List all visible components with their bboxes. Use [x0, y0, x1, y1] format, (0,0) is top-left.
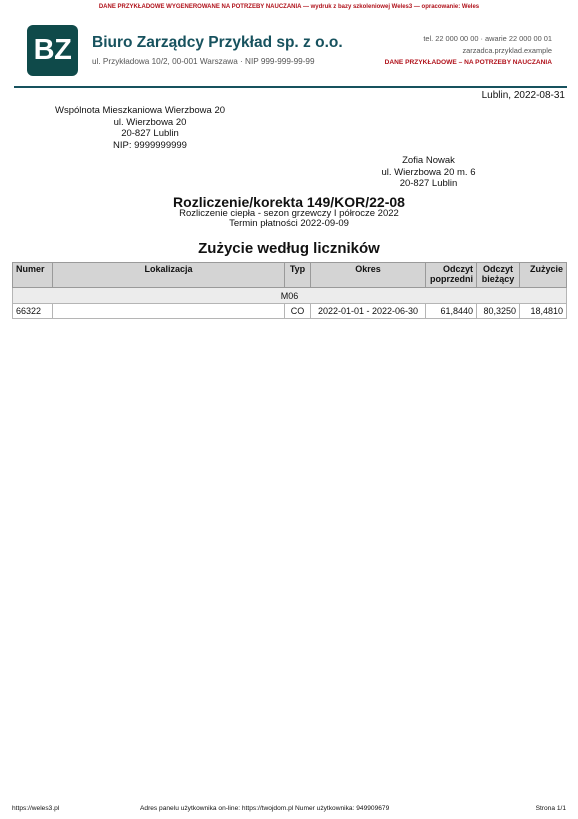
cell-odczyt-poprzedni: 61,8440: [426, 304, 477, 319]
cell-zuzycie: 18,4810: [520, 304, 567, 319]
contact-sample-notice: DANE PRZYKŁADOWE – NA POTRZEBY NAUCZANIA: [384, 59, 552, 66]
company-logo: BZ: [27, 25, 78, 76]
document-title: Rozliczenie/korekta 149/KOR/22-08: [173, 194, 405, 210]
company-name: Biuro Zarządcy Przykład sp. z o.o.: [92, 34, 343, 51]
table-header-row: [13, 263, 567, 288]
column-header-lokalizacja: Lokalizacja: [53, 263, 285, 288]
recipient-name: Zofia Nowak: [402, 155, 455, 166]
cell-typ: CO: [285, 304, 311, 319]
company-address: ul. Przykładowa 10/2, 00-001 Warszawa · NIP 999-999-99-99: [92, 57, 315, 66]
footer-user-panel-info: Adres panelu użytkownika on-line: https://twojdom.pl Numer użytkownika: 949909679: [140, 805, 390, 812]
footer-page-number: Strona 1/1: [535, 805, 566, 812]
column-header-zuzycie: Zużycie: [520, 263, 567, 288]
column-header-odczyt-poprzedni: Odczyt poprzedni: [426, 263, 477, 288]
contact-website: zarzadca.przyklad.example: [462, 46, 552, 55]
sender-nip: NIP: 9999999999: [113, 139, 187, 151]
sender-street: ul. Wierzbowa 20: [113, 116, 187, 128]
cell-odczyt-biezacy: 80,3250: [477, 304, 520, 319]
footer-website-link[interactable]: https://weles3.pl: [12, 805, 60, 812]
table-row: [13, 304, 567, 319]
sender-city: 20-827 Lublin: [121, 128, 179, 139]
group-label: M06: [13, 288, 567, 304]
column-header-typ: Typ: [285, 263, 311, 288]
recipient-address: [372, 155, 485, 190]
contact-block: [385, 33, 552, 69]
document-subtitle-block: [0, 209, 578, 229]
place-and-date: Lublin, 2022-08-31: [481, 90, 565, 101]
payment-due-date: Termin płatności 2022-09-09: [229, 218, 349, 229]
cell-numer: 66322: [13, 304, 53, 319]
cell-okres: 2022-01-01 - 2022-06-30: [311, 304, 426, 319]
column-header-odczyt-biezacy: Odczyt bieżący: [477, 263, 520, 288]
recipient-street: ul. Wierzbowa 20 m. 6: [381, 166, 476, 178]
training-notice: DANE PRZYKŁADOWE WYGENEROWANE NA POTRZEBY NAUCZANIA — wydruk z bazy szkoleniowej Weles3 — opracowanie: Weles: [98, 4, 480, 10]
recipient-city: 20-827 Lublin: [399, 178, 458, 189]
table-group-row: [13, 288, 567, 304]
header-divider: [14, 86, 567, 88]
sender-address: [55, 105, 245, 151]
sender-name: Wspólnota Mieszkaniowa Wierzbowa 20: [55, 105, 226, 116]
cell-lokalizacja: [53, 304, 285, 319]
column-header-okres: Okres: [311, 263, 426, 288]
meter-usage-table: [12, 262, 567, 319]
column-header-numer: Numer: [13, 263, 53, 288]
contact-phone: tel. 22 000 00 00 · awarie 22 000 00 01: [423, 34, 552, 43]
document-subtitle: Rozliczenie ciepła - sezon grzewczy I półrocze 2022: [179, 208, 399, 219]
section-title: Zużycie według liczników: [198, 240, 380, 257]
